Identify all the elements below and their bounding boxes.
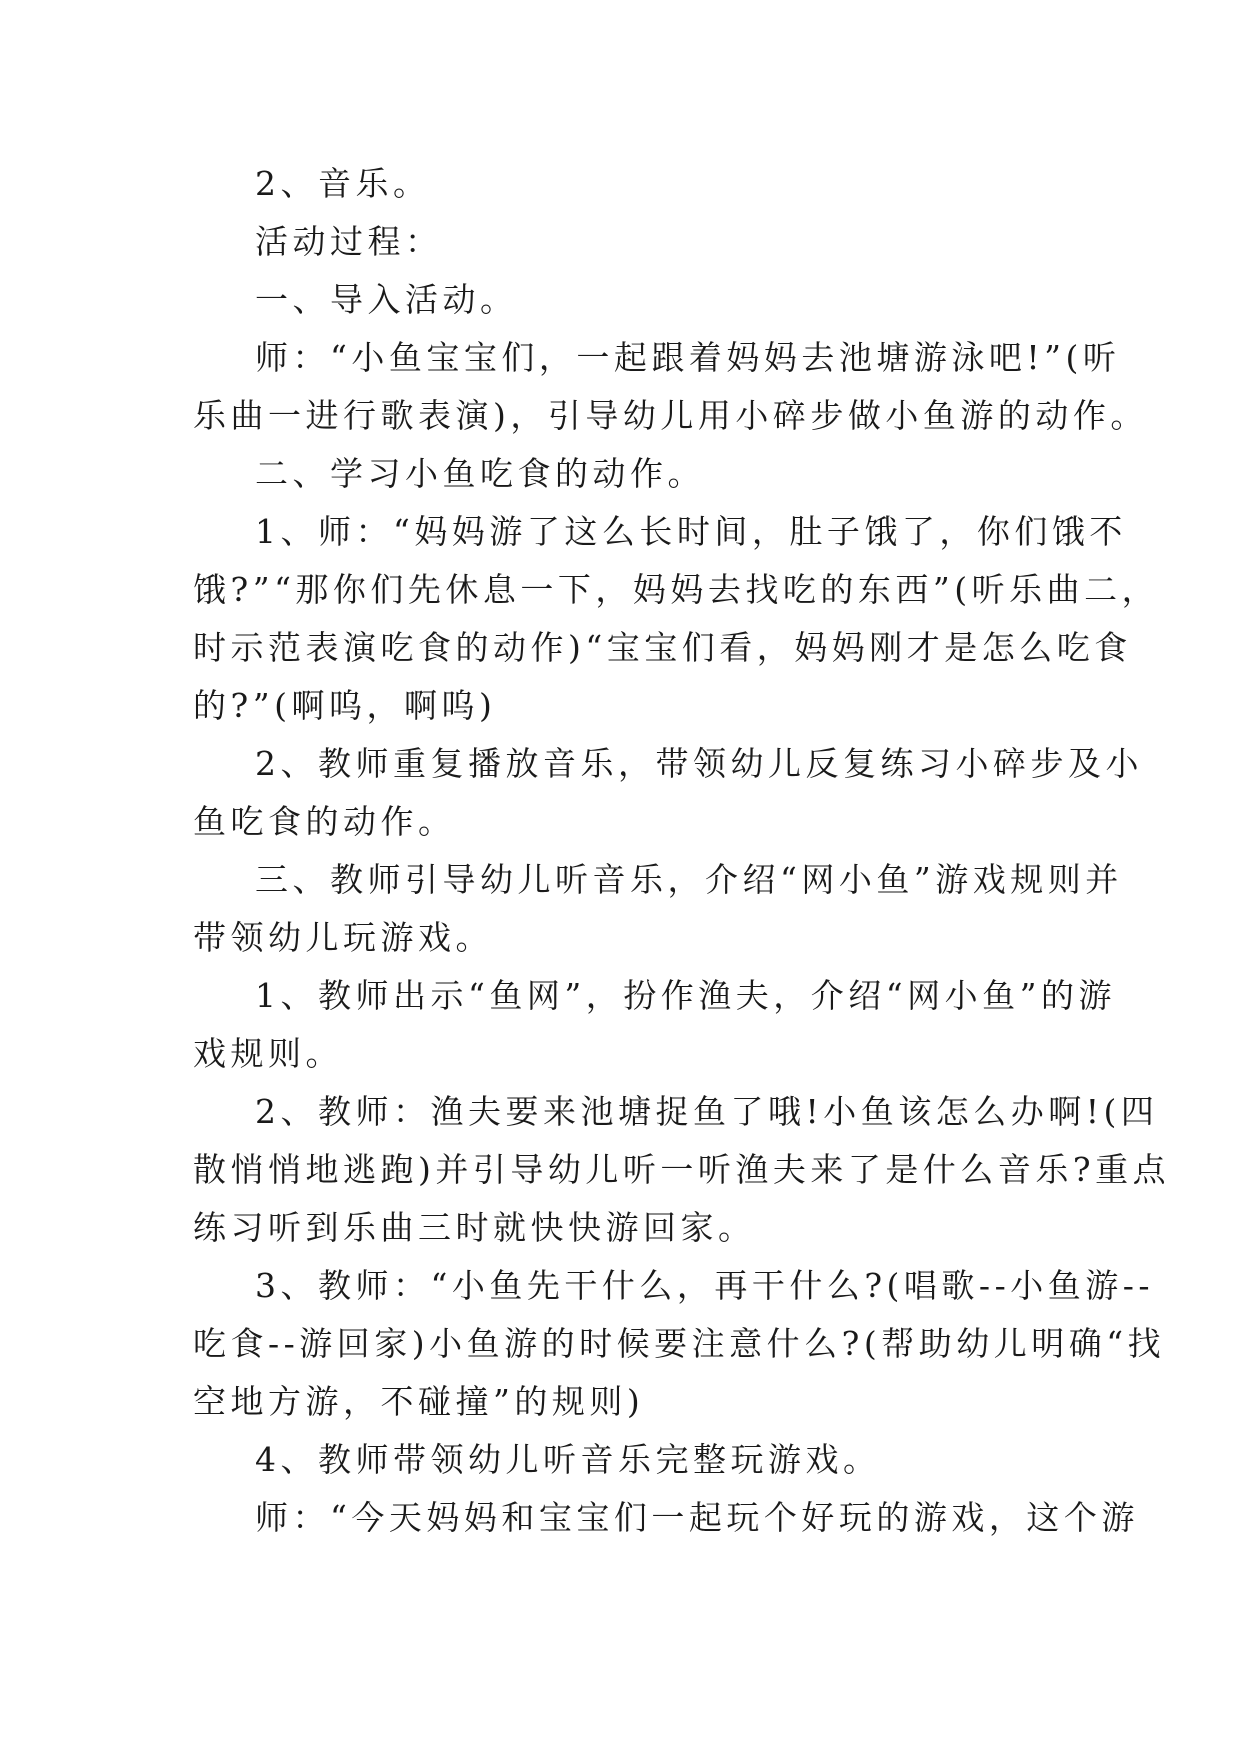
text-line: 吃食--游回家)小鱼游的时候要注意什么?(帮助幼儿明确“找	[193, 1324, 1166, 1363]
text-line: 乐曲一进行歌表演)，引导幼儿用小碎步做小鱼游的动作。	[193, 396, 1148, 435]
text-line: 师：“今天妈妈和宝宝们一起玩个好玩的游戏，这个游	[255, 1498, 1139, 1537]
text-line: 饿?”“那你们先休息一下，妈妈去找吃的东西”(听乐曲二，	[193, 570, 1160, 609]
text-line: 活动过程：	[255, 222, 443, 261]
text-line: 练习听到乐曲三时就快快游回家。	[193, 1208, 756, 1247]
text-line: 三、教师引导幼儿听音乐，介绍“网小鱼”游戏规则并	[255, 860, 1123, 899]
text-line: 鱼吃食的动作。	[193, 802, 456, 841]
text-line: 2、音乐。	[255, 164, 431, 203]
text-line: 1、师：“妈妈游了这么长时间，肚子饿了，你们饿不	[255, 512, 1127, 551]
text-line: 2、教师：渔夫要来池塘捉鱼了哦!小鱼该怎么办啊!(四	[255, 1092, 1159, 1131]
text-line: 的?”(啊呜，啊呜)	[193, 686, 497, 725]
text-line: 3、教师：“小鱼先干什么，再干什么?(唱歌--小鱼游--	[255, 1266, 1155, 1305]
text-line: 一、导入活动。	[255, 280, 518, 319]
text-line: 二、学习小鱼吃食的动作。	[255, 454, 705, 493]
text-line: 4、教师带领幼儿听音乐完整玩游戏。	[255, 1440, 881, 1479]
text-line: 带领幼儿玩游戏。	[193, 918, 493, 957]
text-line: 时示范表演吃食的动作)“宝宝们看，妈妈刚才是怎么吃食	[193, 628, 1132, 667]
text-line: 空地方游，不碰撞”的规则)	[193, 1382, 645, 1421]
text-line: 戏规则。	[193, 1034, 343, 1073]
text-line: 2、教师重复播放音乐，带领幼儿反复练习小碎步及小	[255, 744, 1143, 783]
text-line: 1、教师出示“鱼网”，扮作渔夫，介绍“网小鱼”的游	[255, 976, 1116, 1015]
text-line: 师：“小鱼宝宝们，一起跟着妈妈去池塘游泳吧!”(听	[255, 338, 1121, 377]
text-line: 散悄悄地逃跑)并引导幼儿听一听渔夫来了是什么音乐?重点	[193, 1150, 1171, 1189]
